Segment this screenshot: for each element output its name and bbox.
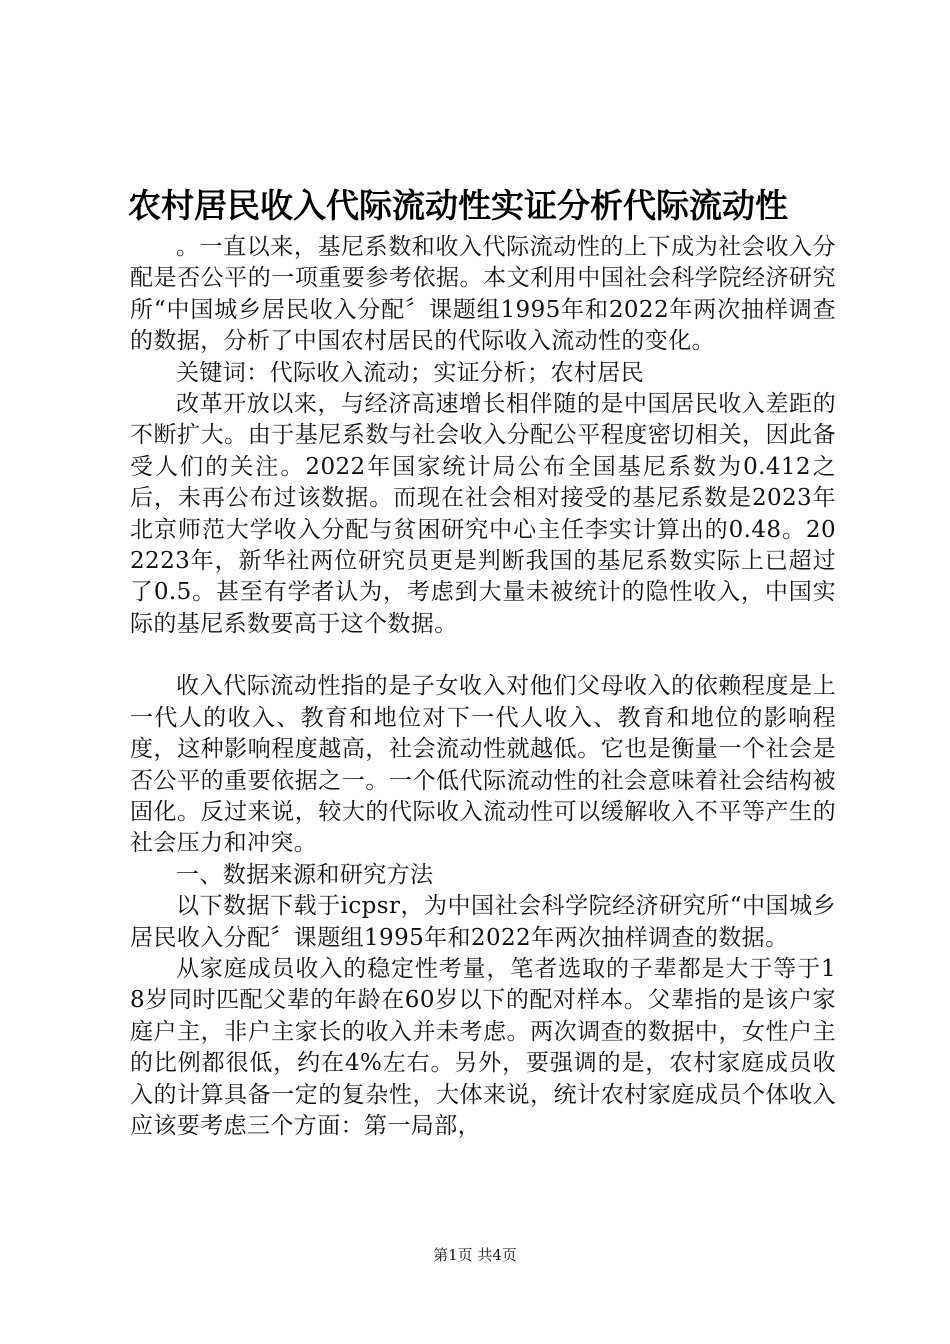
- abstract-paragraph: 。一直以来，基尼系数和收入代际流动性的上下成为社会收入分配是否公平的一项重要参考依据。本文利用中国社会科学院经济研究所“中国城乡居民收入分配〞课题组1995年和2022年两次抽样调查的数据，分析了中国农村居民的代际收入流动性的变化。: [130, 234, 836, 355]
- paragraph-gap: [130, 640, 836, 671]
- keywords-paragraph: 关键词：代际收入流动；实证分析；农村居民: [176, 359, 644, 386]
- body-paragraph: 收入代际流动性指的是子女收入对他们父母收入的依赖程度是上一代人的收入、教育和地位对下一代人收入、教育和地位的影响程度，这种影响程度越高，社会流动性就越低。它也是衡量一个社会是否公平的重要依据之一。一个低代际流动性的社会意味着社会结构被固化。反过来说，较大的代际收入流动性可以缓解收入不平等产生的社会压力和冲突。: [130, 673, 836, 857]
- section-heading: 一、数据来源和研究方法: [176, 861, 434, 888]
- document-body: [130, 232, 836, 1142]
- document-title: 农村居民收入代际流动性实证分析代际流动性: [128, 186, 788, 225]
- body-paragraph: 改革开放以来，与经济高速增长相伴随的是中国居民收入差距的不断扩大。由于基尼系数与社会收入分配公平程度密切相关，因此备受人们的关注。2022年国家统计局公布全国基尼系数为0.412之后，未再公布过该数据。而现在社会相对接受的基尼系数是2023年北京师范大学收入分配与贫困研究中心主任李实计算出的0.48。202223年，新华社两位研究员更是判断我国的基尼系数实际上已超过了0.5。甚至有学者认为，考虑到大量未被统计的隐性收入，中国实际的基尼系数要高于这个数据。: [130, 391, 836, 637]
- body-paragraph: 以下数据下载于icpsr，为中国社会科学院经济研究所“中国城乡居民收入分配〞课题组1995年和2022年两次抽样调查的数据。: [130, 893, 836, 951]
- page-footer: 第1页 共4页: [433, 1246, 517, 1264]
- body-paragraph: 从家庭成员收入的稳定性考量，笔者选取的子辈都是大于等于18岁同时匹配父辈的年龄在60岁以下的配对样本。父辈指的是该户家庭户主，非户主家长的收入并未考虑。两次调查的数据中，女性户主的比例都很低，约在4%左右。另外，要强调的是，农村家庭成员收入的计算具备一定的复杂性，大体来说，统计农村家庭成员个体收入应该要考虑三个方面：第一局部，: [130, 955, 836, 1139]
